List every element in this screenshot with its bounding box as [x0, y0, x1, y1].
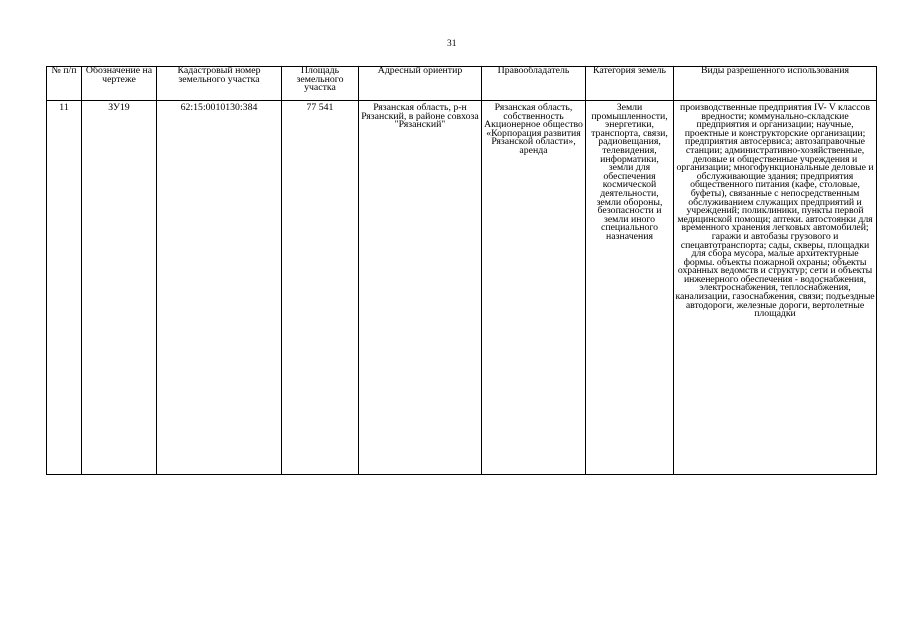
header-address: Адресный ориентир [359, 67, 482, 101]
cell-address: Рязанская область, р-н Рязанский, в районе совхоза "Рязанский" [359, 101, 482, 475]
table-header-row [47, 67, 877, 101]
header-cadastral: Кадастровый номер земельного участка [157, 67, 282, 101]
cell-use: производственные предприятия IV- V классов вредности; коммунально-складские предприятия и организации; научные, проектные и конструкторские организации; предприятия автосервиса; автозаправочные станции; административно-хозяйственные, деловые и общественные учреждения и организации; многофункциональные деловые и обслуживающие здания; предприятия общественного питания (кафе, столовые, буфеты), связанные с непосредственным обслуживанием служащих предприятий и учреждений; поликлиники, пункты первой медицинской помощи; аптеки. автостоянки для временного хранения легковых автомобилей; гаражи и автобазы грузового и спецавтотранспорта; сады, скверы, площадки для сбора мусора, малые архитектурные формы. объекты пожарной охраны; объекты охранных ведомств и структур; сети и объекты инженерного обеспечения - водоснабжения, электроснабжения, теплоснабжения, канализации, газоснабжения, связи; подъездные автодороги, железные дороги, вертолетные площадки [674, 101, 877, 475]
header-designation: Обозначение на чертеже [82, 67, 157, 101]
cell-cadastral: 62:15:0010130:384 [157, 101, 282, 475]
cell-owner: Рязанская область, собственность Акционерное общество «Корпорация развития Рязанской области», аренда [482, 101, 586, 475]
table-row [47, 101, 877, 475]
page-number: 31 [447, 39, 457, 49]
header-area: Площадь земельного участка [282, 67, 359, 101]
header-num: № п/п [47, 67, 82, 101]
land-plots-table [46, 66, 877, 475]
cell-area: 77 541 [282, 101, 359, 475]
header-owner: Правообладатель [482, 67, 586, 101]
cell-num: 11 [47, 101, 82, 475]
header-use: Виды разрешенного использования [674, 67, 877, 101]
cell-designation: ЗУ19 [82, 101, 157, 475]
cell-category: Земли промышленности, энергетики, транспорта, связи, радиовещания, телевидения, информатики, земли для обеспечения космической деятельности, земли обороны, безопасности и земли иного специального назначения [586, 101, 674, 475]
header-category: Категория земель [586, 67, 674, 101]
